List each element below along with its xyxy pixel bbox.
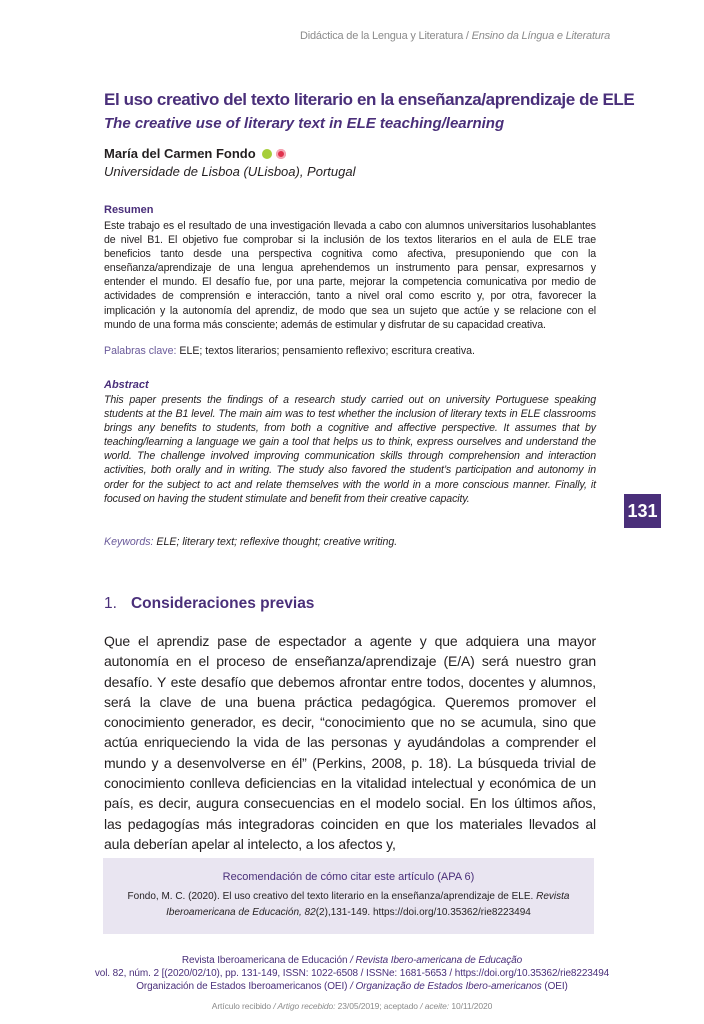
footer-dates <box>60 1001 644 1011</box>
footer-volume: vol. 82, núm. 2 [(2020/02/10), pp. 131-149, ISSN: 1022-6508 / ISSNe: 1681-5653 / https://doi.org/10.35362/rie8223494 <box>94 968 610 979</box>
accepted-date: 10/11/2020 <box>451 1001 493 1011</box>
orcid-icon[interactable] <box>262 149 272 159</box>
header-separator: / <box>463 30 472 42</box>
citation-journal: Revista Iberoamericana de Educación, 82 <box>166 891 570 918</box>
abstract-text: This paper presents the findings of a research study carried out on university Portuguese speaking students at the B1 level. The main aim was to test whether the inclusion of literary texts in ELE classrooms brings any benefits to students, from both a cognitive and affective perspective. It assumes that by teaching/learning a language we gain a tool that helps us to think, express ourselves and understand the world. The challenge involved improving communication skills through comprehension and interaction activities, both orally and in writing. The study also favored the student’s participation and autonomy in order for the subject to act and relate themselves with the world in a more conscious manner. Finally, it focused on having the student stimulate and benefit from their creative capacity. <box>104 394 596 505</box>
section-number: 1. <box>104 595 117 612</box>
palabras-clave-values: ELE; textos literarios; pensamiento reflexivo; escritura creativa. <box>179 345 475 357</box>
footer-org <box>60 981 644 992</box>
resumen-heading: Resumen <box>104 204 154 216</box>
footer-org-pt: / Organização de Estados Ibero-americanos <box>347 981 542 992</box>
section-heading <box>104 595 314 613</box>
citation-plain: Fondo, M. C. (2020). El uso creativo del texto literario en la enseñanza/aprendizaje de ELE. <box>127 891 537 902</box>
article-title-es: El uso creativo del texto literario en la enseñanza/aprendizaje de ELE <box>104 90 635 109</box>
author-line <box>104 146 286 161</box>
citation-end: (2),131-149. https://doi.org/10.35362/rie8223494 <box>315 907 531 918</box>
palabras-clave <box>104 345 475 357</box>
abstract-heading: Abstract <box>104 379 149 391</box>
footer-journal-es: Revista Iberoamericana de Educación <box>181 955 348 966</box>
email-icon[interactable] <box>276 149 286 159</box>
author-name: María del Carmen Fondo <box>104 146 256 161</box>
header-journal-pt: Ensino da Língua e Literatura <box>471 30 611 42</box>
received-label: Artículo recibido <box>211 1001 271 1011</box>
header-journal-es: Didáctica de la Lengua y Literatura <box>300 30 463 42</box>
section-body: Que el aprendiz pase de espectador a agente y que adquiera una mayor autonomía en el proceso de enseñanza/aprendizaje (E/A) será nuestro gran desafío. Y este desafío que debemos afrontar entre todos, docentes y alumnos, será la clave de una buena práctica pedagógica. Queremos promover el conocimiento generador, es decir, “conocimiento que no se acumula, sino que actúa enriqueciendo la vida de las personas y ayudándolas a comprender el mundo y a desenvolverse en él” (Perkins, 2008, p. 18). La búsqueda trivial de conocimiento conlleva deficiencias en la vitalidad intelectual y económica de un país, es decir, augura consecuencias en el modelo social. En los últimos años, las pedagogías más integradoras coinciden en que los materiales llevados al aula deberían apelar al intelecto, a los afectos y, <box>104 633 596 852</box>
accepted-label: ; aceptado <box>379 1001 418 1011</box>
running-header <box>300 30 611 42</box>
citation-title: Recomendación de cómo citar este artículo (APA 6) <box>222 871 475 883</box>
footer-org-end: (OEI) <box>541 981 568 992</box>
received-label-pt: / Artigo recebido: <box>271 1001 338 1011</box>
received-date: 23/05/2019 <box>337 1001 380 1011</box>
section-title: Consideraciones previas <box>130 595 315 612</box>
page-number-badge: 131 <box>624 494 661 528</box>
footer-journal-pt: / Revista Ibero-americana de Educação <box>347 955 523 966</box>
resumen-text: Este trabajo es el resultado de una investigación llevada a cabo con alumnos universitarios lusohablantes de nivel B1. El objetivo fue comprobar si la inclusión de los textos literarios en el aula de ELE trae beneficios tanto desde una perspectiva cognitiva como afectiva, presuponiendo que con la enseñanza/aprendizaje de una lengua aprehendemos un instrumento para pensar, expresarnos y entender el mundo. El desafío fue, por una parte, mejorar la competencia comunicativa por medio de actividades de comprensión e interacción, tanto a nivel oral como escrito y, por otra, favorecer la implicación y la autonomía del aprendiz, de modo que sea un sujeto que actúe y se relacione con el mundo de una forma más consciente; además de estimular y disfrutar de su capacidad creativa. <box>104 220 596 331</box>
keywords <box>104 536 397 548</box>
keywords-label: Keywords: <box>104 536 154 548</box>
keywords-values: ELE; literary text; reflexive thought; creative writing. <box>156 536 398 548</box>
accepted-label-pt: / aceite: <box>417 1001 452 1011</box>
citation-text <box>112 889 585 921</box>
footer-journal <box>60 955 644 966</box>
article-title-en: The creative use of literary text in ELE teaching/learning <box>104 115 505 132</box>
palabras-clave-label: Palabras clave: <box>104 345 177 357</box>
footer-org-es: Organización de Estados Iberoamericanos (OEI) <box>136 981 348 992</box>
author-affiliation: Universidade de Lisboa (ULisboa), Portugal <box>104 164 356 179</box>
